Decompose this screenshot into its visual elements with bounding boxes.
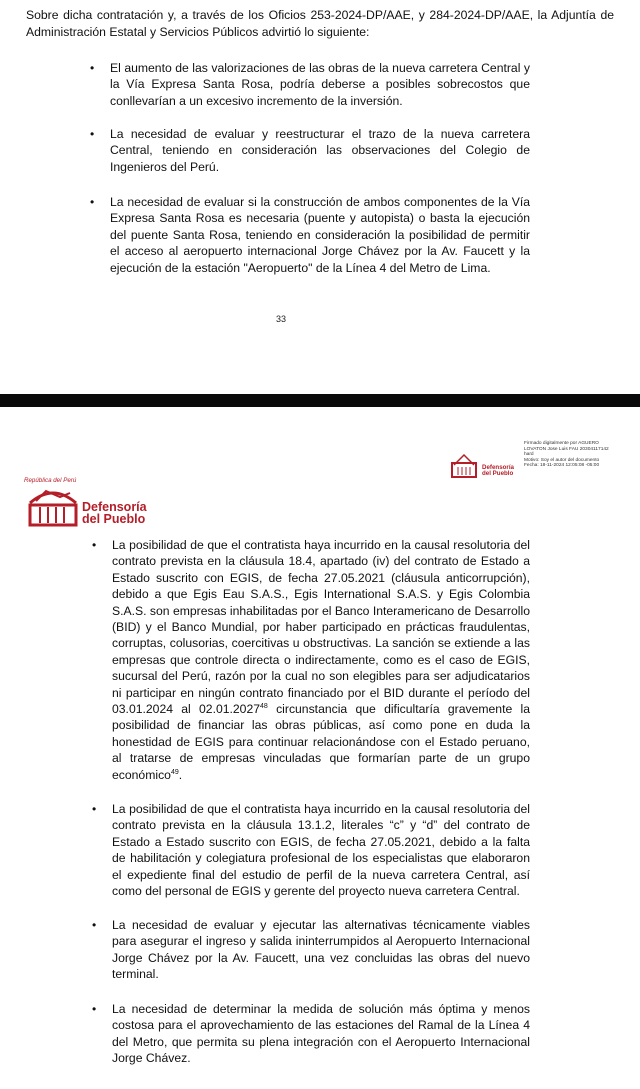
list-item-text: circunstancia que dificultaría gravemente la posibilidad de financiar las obras públicas, así como pone en duda la honestidad de EGIS para continuar relacionándose con el Estado peruano, al tratarse de empresas vinculadas que formarían parte de un grupo económico <box>112 702 530 782</box>
bullet-icon: • <box>92 538 97 552</box>
signature-brand-line1: Defensoría <box>482 464 514 471</box>
signature-details <box>524 441 632 469</box>
bullet-icon: • <box>92 918 97 932</box>
bullet-icon: • <box>92 1002 97 1016</box>
signature-logo-icon <box>450 453 480 479</box>
list-item-text: El aumento de las valorizaciones de las obras de la nueva carretera Central y la Vía Expresa Santa Rosa, podría deberse a posibles sobrecostos que conllevarían a un excesivo incremento de la inversión. <box>110 61 530 108</box>
signature-line: LOVATON Jose Luis FAU 20304117142 <box>524 446 609 452</box>
footnote-ref: 48 <box>260 703 268 710</box>
list-item-text: La necesidad de evaluar si la construcción de ambos componentes de la Vía Expresa Santa Rosa es necesaria (puente y autopista) o basta la ejecución del puente Santa Rosa, teniendo en consideración la posibilidad de permitir el acceso al aeropuerto internacional Jorge Chávez por la Av. Faucett y la ejecución de la estación "Aeropuerto" de la Línea 4 del Metro de Lima. <box>110 195 530 275</box>
signature-brand-line2: del Pueblo <box>482 470 514 477</box>
list-item <box>90 60 530 109</box>
signature-brand <box>482 465 514 477</box>
list-item <box>90 194 530 276</box>
list-item <box>92 1001 530 1067</box>
list-item-text: La necesidad de evaluar y reestructurar el trazo de la nueva carretera Central, teniendo en consideración las observaciones del Colegio de Ingenieros del Perú. <box>110 127 530 174</box>
signature-line: Fecha: 18-11-2024 12:05:08 -05:00 <box>524 463 600 469</box>
bullet-icon: • <box>92 802 97 816</box>
list-item <box>90 126 530 175</box>
signature-line: Motivo: Soy el autor del documento <box>524 457 600 463</box>
list-item <box>92 801 530 899</box>
logo-arc-text: República del Perú <box>24 477 77 484</box>
defensoria-logo <box>24 467 164 529</box>
list-item-text: La necesidad de evaluar y ejecutar las alternativas técnicamente viables para asegurar el ingreso y salida ininterrumpidos al Aeropuerto Internacional Jorge Chávez por la Av. Faucett, una vez concluidas las obras del nuevo terminal. <box>112 918 530 982</box>
signature-line: hard <box>524 452 534 458</box>
list-item-text: La posibilidad de que el contratista haya incurrido en la causal resolutoria del contrato prevista en la cláusula 18.4, apartado (iv) del contrato de Estado a Estado suscrito con EGIS, de fecha 27.05.2021 (cláusula anticorrupción), debido a que Egis Eau S.A.S., Egis International S.A.S. y Egis Colombia S.A.S. son empresas inhabilitadas por el Banco Interamericano de Desarrollo (BID) y el Banco Mundial, por haber participado en prácticas fraudulentas, corruptas, colusorias, coercitivas u obstructivas. La sanción se extiende a las empresas que controle directa o indirectamente, como es el caso de EGIS, sucursal del Perú, razón por la cual no son elegibles para ser adjudicatarios ni participar en ningún contrato financiado por el BID durante el período del 03.01.2024 al 02.01.2027 <box>112 538 530 717</box>
logo-line1: Defensoría <box>82 500 147 514</box>
list-item <box>92 917 530 983</box>
digital-signature <box>450 441 630 485</box>
list-item-text: La posibilidad de que el contratista haya incurrido en la causal resolutoria del contrato prevista en la cláusula 13.1.2, literales “c” y “d” del contrato de Estado a Estado suscrito con EGIS, de fecha 27.05.2021, debido a la falta de habilitación y colegiatura profesional de los especialistas que elaboraron el expediente final del estudio de perfil de la nueva carretera Central, así como del personal de EGIS y gerente del proyecto nueva carretera Central. <box>112 802 530 899</box>
list-item-text: . <box>178 767 183 782</box>
bullet-icon: • <box>90 127 95 141</box>
logo-name <box>82 501 147 525</box>
logo-emblem-icon <box>26 483 80 527</box>
page-separator <box>0 394 640 407</box>
intro-paragraph: Sobre dicha contratación y, a través de los Oficios 253-2024-DP/AAE, y 284-2024-DP/AAE, la Adjuntía de Administración Estatal y Servicios Públicos advirtió lo siguiente: <box>26 8 614 39</box>
document-page-33 <box>0 0 640 394</box>
list-item-text: La necesidad de determinar la medida de solución más óptima y menos costosa para el aprovechamiento de las estaciones del Ramal de la Línea 4 del Metro, que permita su plena integración con el Aeropuerto Internacional Jorge Chávez. <box>112 1002 530 1066</box>
logo-line2: del Pueblo <box>82 512 146 526</box>
document-page-34 <box>0 407 640 1089</box>
bullet-icon: • <box>90 195 95 209</box>
bullet-icon: • <box>90 61 95 75</box>
list-item <box>92 537 530 783</box>
signature-line: Firmado digitalmente por AGUERO <box>524 441 599 446</box>
footnote-ref: 49 <box>170 768 179 776</box>
page-number: 33 <box>276 314 287 324</box>
